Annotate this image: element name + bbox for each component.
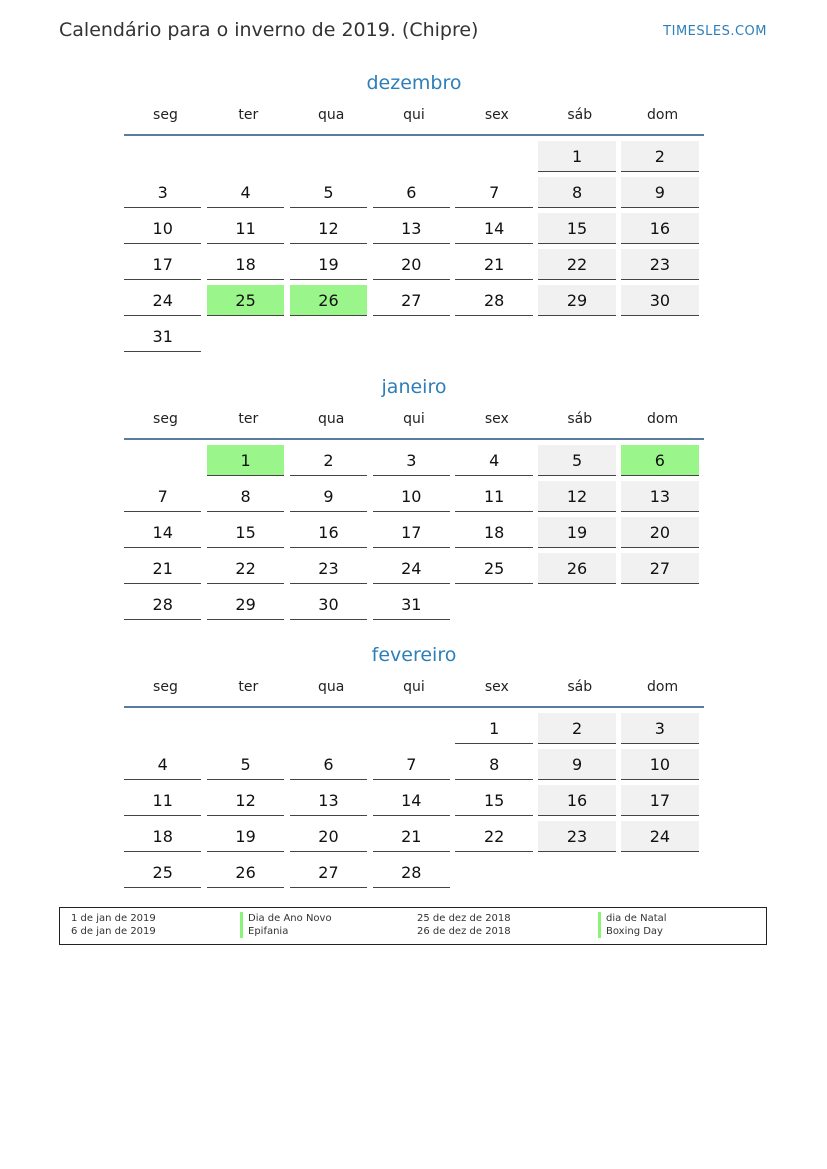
- day-cell[interactable]: 15: [207, 517, 284, 548]
- brand-logo-text[interactable]: TIMESLES.COM: [663, 24, 767, 39]
- holiday-day-cell[interactable]: 1: [207, 445, 284, 476]
- weekday-label: qua: [317, 107, 345, 123]
- legend-date: 26 de dez de 2018: [417, 926, 511, 937]
- weekday-label: seg: [153, 411, 178, 427]
- day-cell[interactable]: 16: [290, 517, 367, 548]
- day-cell[interactable]: 2: [290, 445, 367, 476]
- holiday-day-cell[interactable]: 25: [207, 285, 284, 316]
- weekday-header: [124, 96, 704, 136]
- empty-cell: [455, 141, 532, 171]
- empty-cell: [538, 857, 615, 887]
- day-cell[interactable]: 16: [538, 785, 615, 816]
- month-dezembro: [124, 70, 704, 352]
- week-row: [124, 476, 704, 512]
- weekday-label: sáb: [567, 411, 593, 427]
- day-cell[interactable]: 3: [373, 445, 450, 476]
- empty-cell: [290, 321, 367, 351]
- day-grid: [124, 136, 704, 352]
- weekday-label: dom: [647, 107, 679, 123]
- weekday-label: sáb: [567, 679, 593, 695]
- legend-holiday-name: dia de Natal: [598, 912, 667, 925]
- empty-cell: [290, 141, 367, 171]
- empty-cell: [455, 589, 532, 619]
- day-cell[interactable]: 4: [124, 749, 201, 780]
- day-cell[interactable]: 1: [455, 713, 532, 744]
- week-row: [124, 172, 704, 208]
- week-row: [124, 440, 704, 476]
- day-cell[interactable]: 21: [455, 249, 532, 280]
- day-cell[interactable]: 18: [207, 249, 284, 280]
- day-cell[interactable]: 13: [290, 785, 367, 816]
- empty-cell: [455, 321, 532, 351]
- day-cell[interactable]: 10: [124, 213, 201, 244]
- day-cell[interactable]: 7: [124, 481, 201, 512]
- day-cell[interactable]: 4: [207, 177, 284, 208]
- legend-date: 6 de jan de 2019: [71, 926, 156, 937]
- empty-cell: [207, 713, 284, 743]
- day-cell[interactable]: 8: [455, 749, 532, 780]
- day-cell[interactable]: 12: [290, 213, 367, 244]
- weekday-label: ter: [238, 411, 259, 427]
- legend-holiday-name: Dia de Ano Novo: [240, 912, 332, 925]
- day-cell[interactable]: 20: [290, 821, 367, 852]
- week-row: [124, 136, 704, 172]
- empty-cell: [373, 713, 450, 743]
- month-janeiro: [124, 374, 704, 620]
- day-cell[interactable]: 3: [124, 177, 201, 208]
- week-row: [124, 280, 704, 316]
- day-cell[interactable]: 11: [207, 213, 284, 244]
- legend-names-right: [598, 912, 667, 938]
- month-name: dezembro: [366, 72, 462, 94]
- weekday-label: qua: [317, 679, 345, 695]
- day-cell[interactable]: 17: [373, 517, 450, 548]
- day-grid: [124, 440, 704, 620]
- week-row: [124, 316, 704, 352]
- empty-cell: [621, 321, 698, 351]
- empty-cell: [373, 321, 450, 351]
- day-cell[interactable]: 7: [455, 177, 532, 208]
- legend-dates-right: [417, 912, 511, 938]
- week-row: [124, 512, 704, 548]
- day-cell[interactable]: 9: [290, 481, 367, 512]
- month-fevereiro: [124, 642, 704, 888]
- day-cell[interactable]: 14: [455, 213, 532, 244]
- day-cell[interactable]: 16: [621, 213, 698, 244]
- empty-cell: [538, 321, 615, 351]
- empty-cell: [621, 857, 698, 887]
- day-cell[interactable]: 23: [538, 821, 615, 852]
- week-row: [124, 816, 704, 852]
- day-cell[interactable]: 9: [538, 749, 615, 780]
- day-cell[interactable]: 22: [207, 553, 284, 584]
- day-cell[interactable]: 22: [538, 249, 615, 280]
- day-cell[interactable]: 13: [621, 481, 698, 512]
- day-cell[interactable]: 6: [373, 177, 450, 208]
- day-cell[interactable]: 2: [621, 141, 698, 172]
- weekday-label: seg: [153, 107, 178, 123]
- day-cell[interactable]: 15: [538, 213, 615, 244]
- day-cell[interactable]: 27: [621, 553, 698, 584]
- day-cell[interactable]: 13: [373, 213, 450, 244]
- day-cell[interactable]: 30: [621, 285, 698, 316]
- weekday-label: ter: [238, 679, 259, 695]
- weekday-label: seg: [153, 679, 178, 695]
- day-cell[interactable]: 31: [124, 321, 201, 352]
- weekday-header: [124, 400, 704, 440]
- empty-cell: [538, 589, 615, 619]
- day-cell[interactable]: 10: [621, 749, 698, 780]
- weekday-header: [124, 668, 704, 708]
- empty-cell: [455, 857, 532, 887]
- day-cell[interactable]: 3: [621, 713, 698, 744]
- day-cell[interactable]: 26: [538, 553, 615, 584]
- week-row: [124, 208, 704, 244]
- day-cell[interactable]: 19: [290, 249, 367, 280]
- day-cell[interactable]: 14: [373, 785, 450, 816]
- day-cell[interactable]: 20: [373, 249, 450, 280]
- weekday-label: dom: [647, 679, 679, 695]
- week-row: [124, 708, 704, 744]
- day-cell[interactable]: 2: [538, 713, 615, 744]
- page-title: Calendário para o inverno de 2019. (Chipre): [59, 19, 479, 41]
- day-cell[interactable]: 5: [538, 445, 615, 476]
- day-cell[interactable]: 26: [207, 857, 284, 888]
- day-cell[interactable]: 28: [124, 589, 201, 620]
- weekday-label: qui: [403, 411, 425, 427]
- month-name: janeiro: [381, 376, 447, 398]
- day-cell[interactable]: 25: [455, 553, 532, 584]
- day-cell[interactable]: 27: [290, 857, 367, 888]
- day-cell[interactable]: 24: [621, 821, 698, 852]
- legend-holiday-name: Epifania: [240, 925, 332, 938]
- day-cell[interactable]: 10: [373, 481, 450, 512]
- day-cell[interactable]: 30: [290, 589, 367, 620]
- weekday-label: sáb: [567, 107, 593, 123]
- day-cell[interactable]: 27: [373, 285, 450, 316]
- empty-cell: [290, 713, 367, 743]
- legend-names-left: [240, 912, 332, 938]
- day-cell[interactable]: 19: [207, 821, 284, 852]
- week-row: [124, 852, 704, 888]
- holiday-day-cell[interactable]: 26: [290, 285, 367, 316]
- holiday-day-cell[interactable]: 6: [621, 445, 698, 476]
- day-cell[interactable]: 22: [455, 821, 532, 852]
- day-cell[interactable]: 23: [290, 553, 367, 584]
- legend-holiday-name: Boxing Day: [598, 925, 667, 938]
- legend-date: 1 de jan de 2019: [71, 913, 156, 924]
- day-cell[interactable]: 31: [373, 589, 450, 620]
- month-name: fevereiro: [371, 644, 457, 666]
- legend-dates-left: [71, 912, 156, 938]
- week-row: [124, 244, 704, 280]
- day-cell[interactable]: 29: [538, 285, 615, 316]
- weekday-label: dom: [647, 411, 679, 427]
- empty-cell: [124, 445, 201, 475]
- week-row: [124, 548, 704, 584]
- day-cell[interactable]: 29: [207, 589, 284, 620]
- day-cell[interactable]: 11: [455, 481, 532, 512]
- day-cell[interactable]: 25: [124, 857, 201, 888]
- day-cell[interactable]: 15: [455, 785, 532, 816]
- weekday-label: sex: [484, 411, 509, 427]
- weekday-label: ter: [238, 107, 259, 123]
- empty-cell: [124, 713, 201, 743]
- empty-cell: [124, 141, 201, 171]
- day-cell[interactable]: 21: [124, 553, 201, 584]
- day-cell[interactable]: 5: [207, 749, 284, 780]
- holiday-legend: [59, 907, 767, 945]
- empty-cell: [207, 321, 284, 351]
- empty-cell: [621, 589, 698, 619]
- legend-date: 25 de dez de 2018: [417, 913, 511, 924]
- weekday-label: qui: [403, 679, 425, 695]
- day-cell[interactable]: 24: [373, 553, 450, 584]
- week-row: [124, 584, 704, 620]
- week-row: [124, 744, 704, 780]
- day-cell[interactable]: 24: [124, 285, 201, 316]
- day-cell[interactable]: 8: [207, 481, 284, 512]
- empty-cell: [207, 141, 284, 171]
- day-cell[interactable]: 19: [538, 517, 615, 548]
- day-cell[interactable]: 12: [538, 481, 615, 512]
- weekday-label: sex: [484, 679, 509, 695]
- day-cell[interactable]: 17: [621, 785, 698, 816]
- weekday-label: qua: [317, 411, 345, 427]
- day-cell[interactable]: 11: [124, 785, 201, 816]
- day-grid: [124, 708, 704, 888]
- empty-cell: [373, 141, 450, 171]
- day-cell[interactable]: 17: [124, 249, 201, 280]
- week-row: [124, 780, 704, 816]
- day-cell[interactable]: 28: [373, 857, 450, 888]
- day-cell[interactable]: 28: [455, 285, 532, 316]
- day-cell[interactable]: 1: [538, 141, 615, 172]
- day-cell[interactable]: 4: [455, 445, 532, 476]
- day-cell[interactable]: 14: [124, 517, 201, 548]
- day-cell[interactable]: 23: [621, 249, 698, 280]
- weekday-label: sex: [484, 107, 509, 123]
- day-cell[interactable]: 8: [538, 177, 615, 208]
- day-cell[interactable]: 18: [124, 821, 201, 852]
- weekday-label: qui: [403, 107, 425, 123]
- day-cell[interactable]: 12: [207, 785, 284, 816]
- day-cell[interactable]: 9: [621, 177, 698, 208]
- day-cell[interactable]: 7: [373, 749, 450, 780]
- day-cell[interactable]: 6: [290, 749, 367, 780]
- day-cell[interactable]: 21: [373, 821, 450, 852]
- day-cell[interactable]: 18: [455, 517, 532, 548]
- day-cell[interactable]: 20: [621, 517, 698, 548]
- day-cell[interactable]: 5: [290, 177, 367, 208]
